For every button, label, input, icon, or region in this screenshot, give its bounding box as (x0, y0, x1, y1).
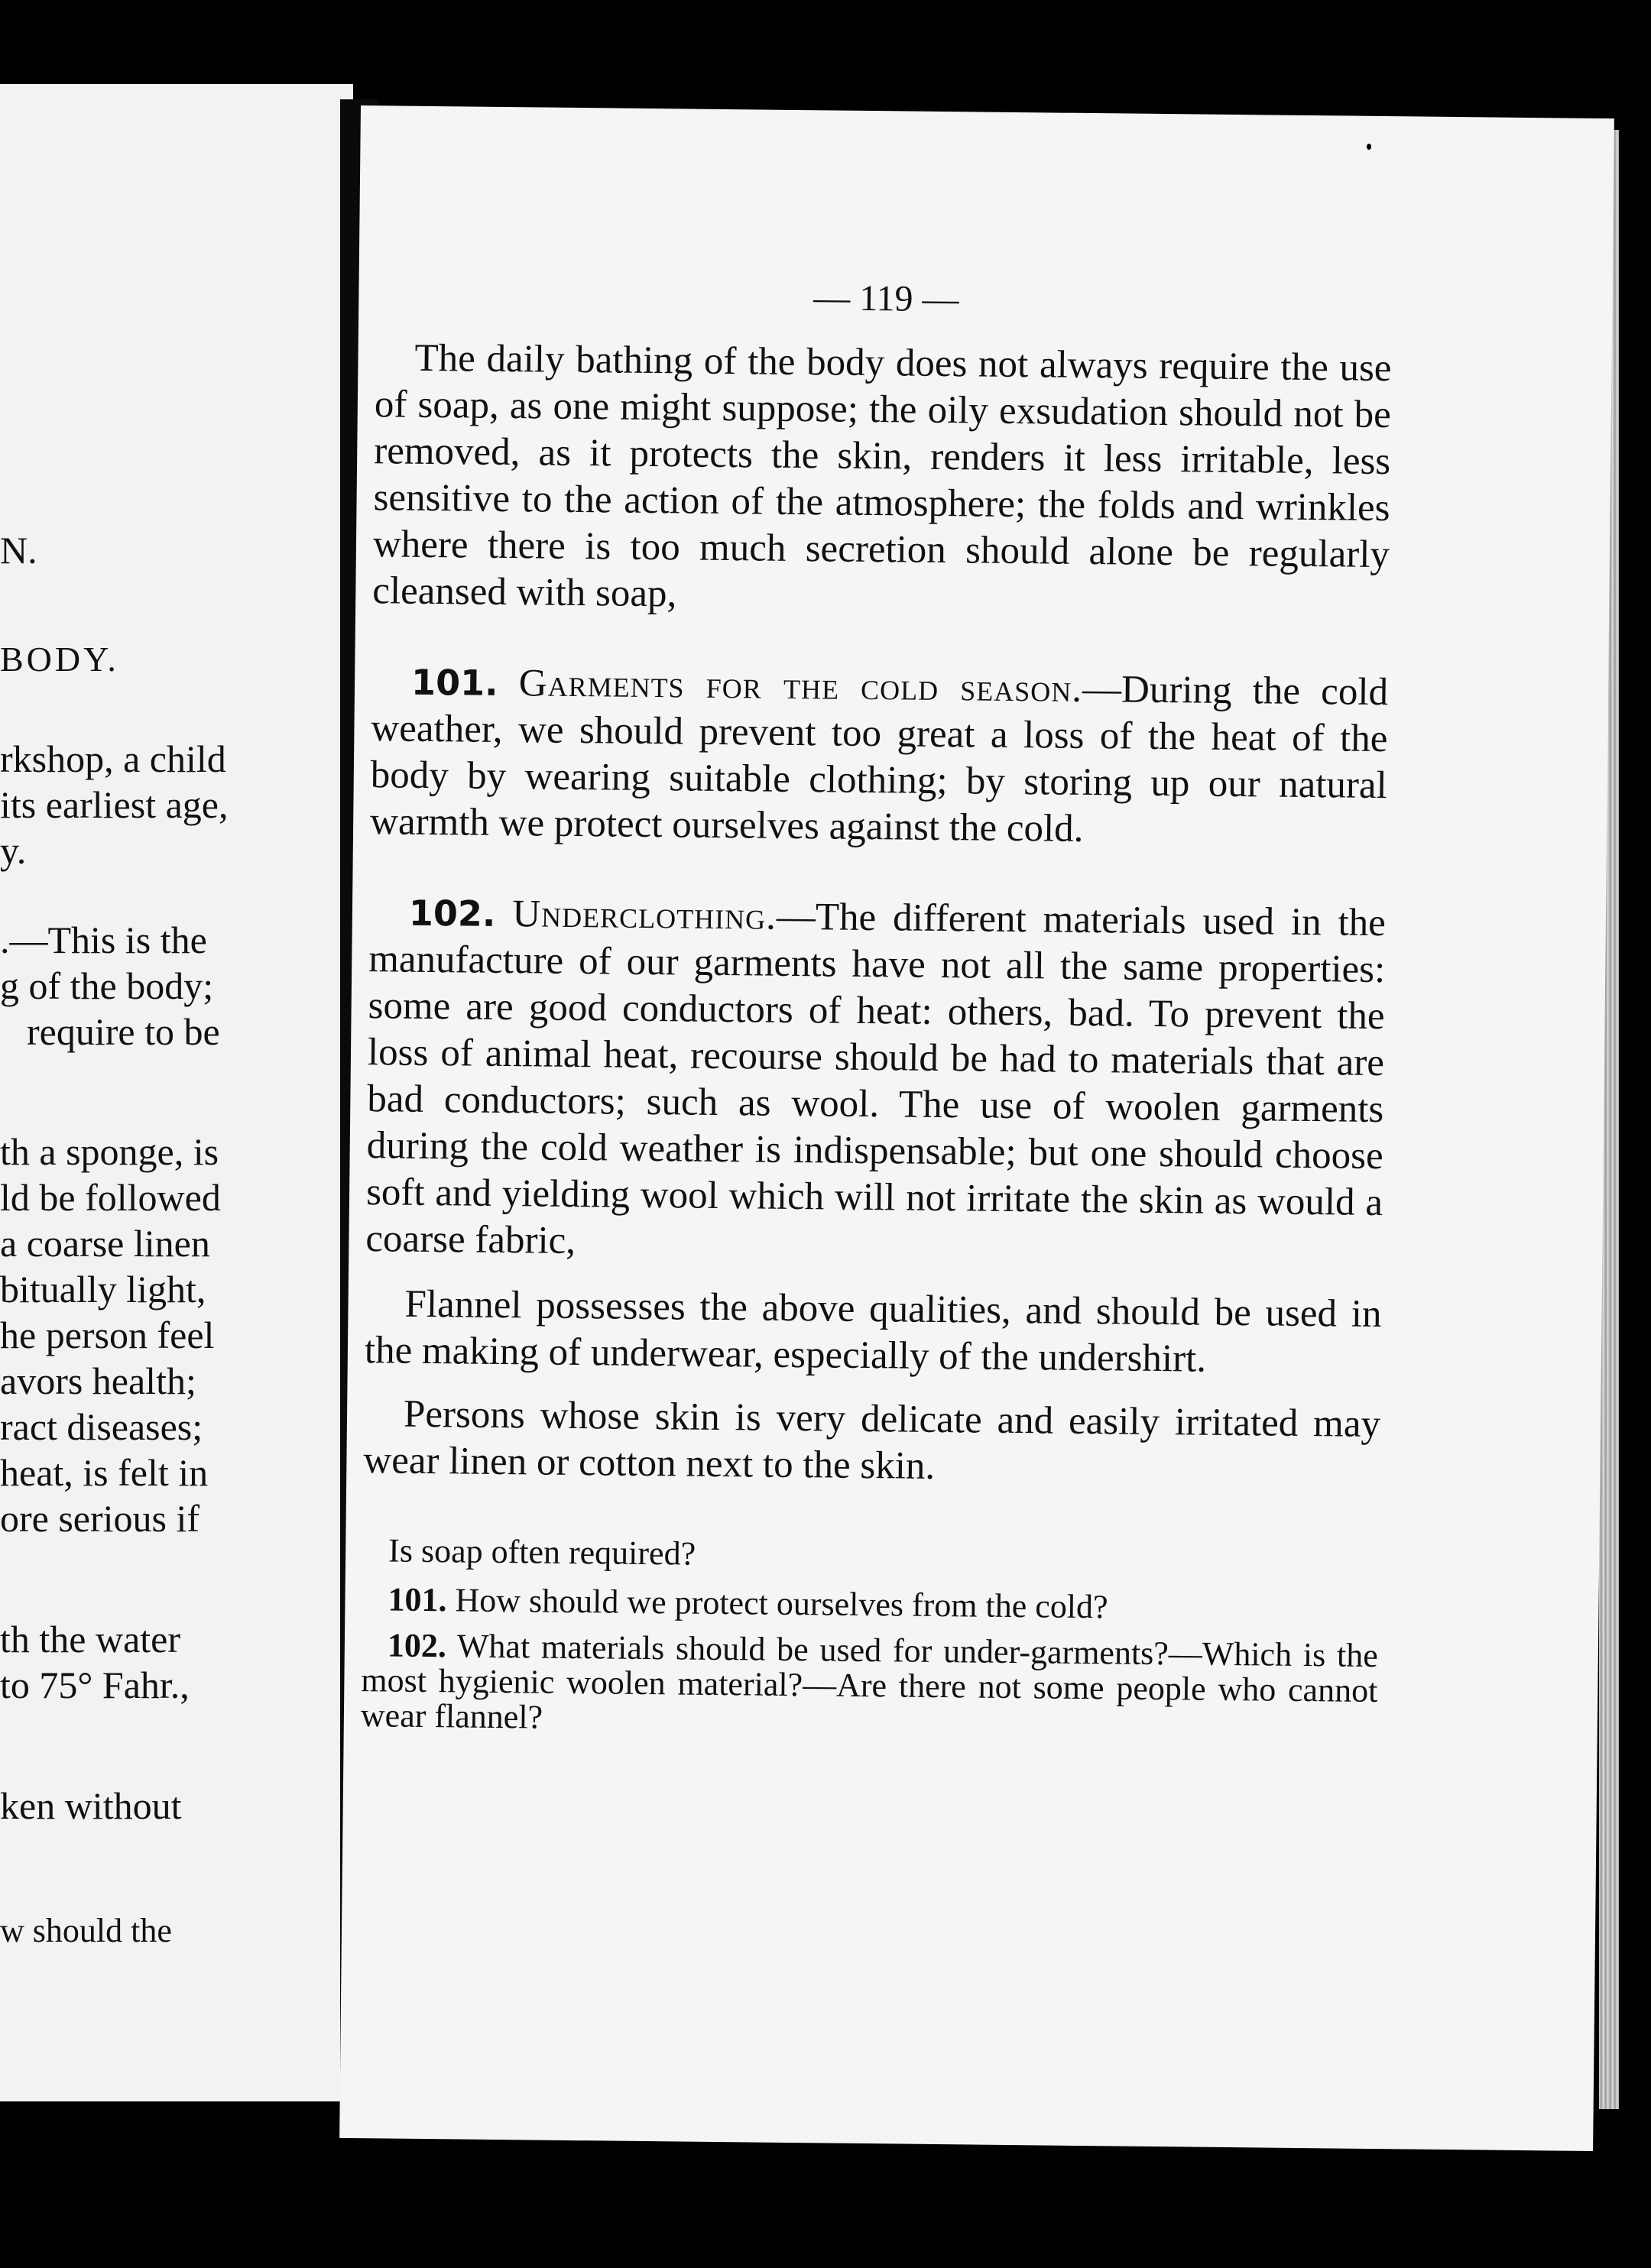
left-text-fragment: he person feel (0, 1314, 215, 1356)
question-102 (361, 1628, 1378, 1744)
flannel-paragraph: Flannel possesses the above qualities, and should be used in the making of underwear, especially of the undershirt. (364, 1282, 1382, 1381)
left-text-fragment: ken without (0, 1784, 182, 1827)
scan-speck (442, 21, 446, 31)
left-text-fragment: ore serious if (0, 1497, 200, 1540)
question-101 (362, 1579, 1378, 1631)
review-questions (361, 1530, 1380, 1744)
intro-paragraph: The daily bathing of the body does not always require the use of soap, as one might suppose; the oily exsudation should not be removed, as it protects the skin, renders it less irritable, less sensitive to the action of the atmosphere; the folds and wrinkles where there is too much secretion should alone be regularly cleansed with soap, (372, 336, 1392, 616)
left-text-fragment: require to be (27, 1010, 220, 1053)
left-text-fragment: ld be followed (0, 1176, 221, 1219)
section-title: Underclothing. (512, 893, 777, 938)
question-text: What materials should be used for under-garments?—Which is the most hygienic woolen material?—Are there not some people who cannot wear flannel? (360, 1627, 1379, 1736)
question-intro: Is soap often required? (388, 1531, 696, 1573)
left-text-fragment: .—This is the (0, 919, 207, 961)
scan-speck (1367, 144, 1371, 150)
left-text-fragment: N. (0, 529, 37, 572)
page-body (361, 335, 1392, 1744)
left-text-fragment: bitually light, (0, 1268, 206, 1311)
left-text-fragment: th a sponge, is (0, 1130, 219, 1173)
left-text-fragment: w should the (0, 1912, 172, 1949)
left-text-fragment: a coarse linen (0, 1222, 210, 1265)
left-text-fragment: heat, is felt in (0, 1451, 209, 1494)
question-number: 101. (388, 1580, 447, 1619)
left-text-fragment: avors health; (0, 1359, 196, 1402)
left-text-fragment: to 75° Fahr., (0, 1664, 190, 1706)
left-text-fragment: th the water (0, 1618, 181, 1661)
section-text: —The different materials used in the manufacture of our garments have not all the same properties: some are good conductors of heat: others, bad. To prevent the loss of animal heat, recourse should be had to materials that are bad conductors; such as wool. The use of woolen garments during the cold weather is indispensable; but one should choose soft and yielding wool which will not irritate the skin as would a coarse fabric, (365, 895, 1387, 1263)
section-text: —During the cold weather, we should prevent too great a loss of the heat of the body by wearing suitable clothing; by storing up our natural warmth we protect ourselves against the cold. (369, 667, 1389, 851)
left-text-fragment: rkshop, a child (0, 737, 226, 780)
left-page (0, 84, 353, 2101)
left-text-fragment: g of the body; (0, 964, 214, 1007)
right-page (339, 105, 1614, 2151)
section-number: 101. (410, 661, 498, 704)
section-101 (370, 659, 1388, 856)
section-number: 102. (408, 892, 496, 935)
delicate-skin-paragraph: Persons whose skin is very delicate and easily irritated may wear linen or cotton next to the skin. (363, 1392, 1381, 1488)
question-number: 102. (387, 1626, 447, 1665)
page-number: — 119 — (813, 277, 959, 320)
question-text: How should we protect ourselves from the cold? (455, 1581, 1108, 1626)
left-text-fragment: BODY. (0, 640, 119, 679)
left-text-fragment: ract diseases; (0, 1405, 203, 1448)
left-text-fragment: its earliest age, (0, 783, 229, 826)
section-102 (365, 889, 1386, 1273)
left-text-fragment: y. (0, 829, 27, 872)
section-title: Garments for the cold season. (518, 662, 1083, 711)
